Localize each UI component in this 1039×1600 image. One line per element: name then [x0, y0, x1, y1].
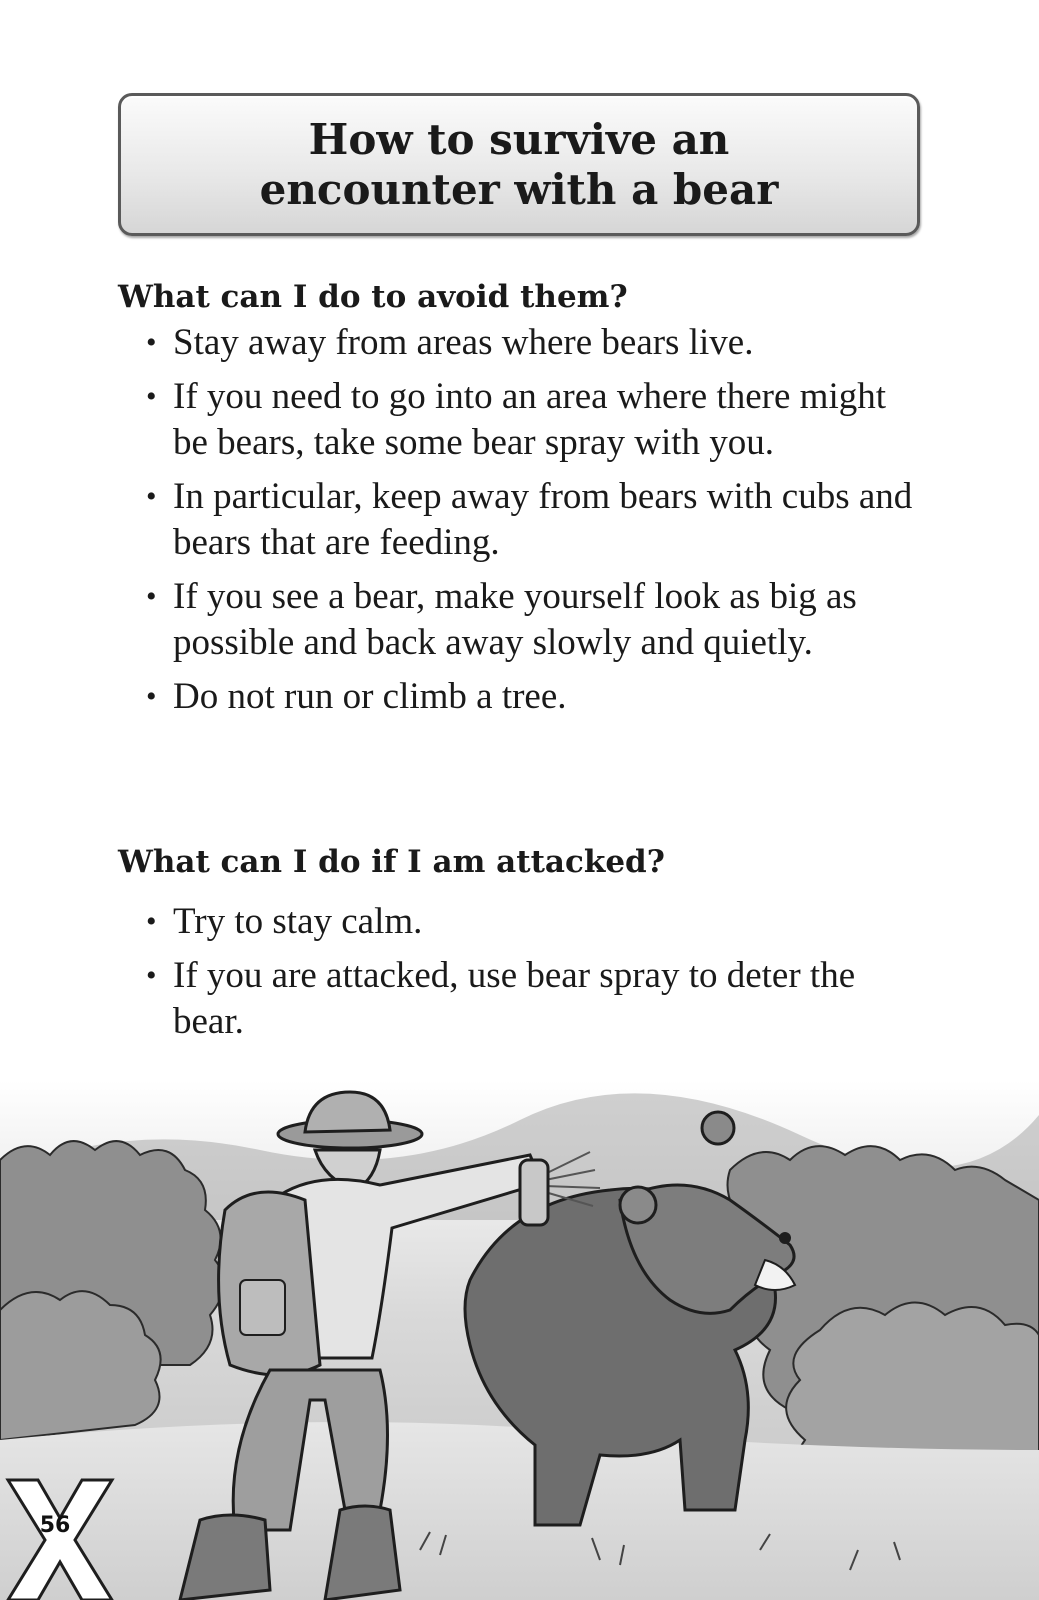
avoid-bullet-list	[146, 320, 926, 728]
page-number: 56	[39, 1513, 71, 1538]
list-item: • In particular, keep away from bears with cubs and bears that are feeding.	[146, 474, 926, 566]
page-title: How to survive an encounter with a bear	[259, 114, 779, 214]
attacked-bullet-list	[146, 899, 926, 1053]
hiker-bear-illustration	[0, 1080, 1039, 1600]
list-item: • Try to stay calm.	[146, 899, 926, 945]
list-item: • Do not run or climb a tree.	[146, 674, 926, 720]
section-heading-attacked: What can I do if I am attacked?	[118, 844, 665, 880]
list-item: • If you are attacked, use bear spray to deter the bear.	[146, 953, 926, 1045]
list-item: • If you need to go into an area where there might be bears, take some bear spray with you.	[146, 374, 926, 466]
list-item: • If you see a bear, make yourself look as big as possible and back away slowly and quietly.	[146, 574, 926, 666]
title-box	[118, 93, 920, 236]
list-item: • Stay away from areas where bears live.	[146, 320, 926, 366]
section-heading-avoid: What can I do to avoid them?	[118, 279, 628, 315]
